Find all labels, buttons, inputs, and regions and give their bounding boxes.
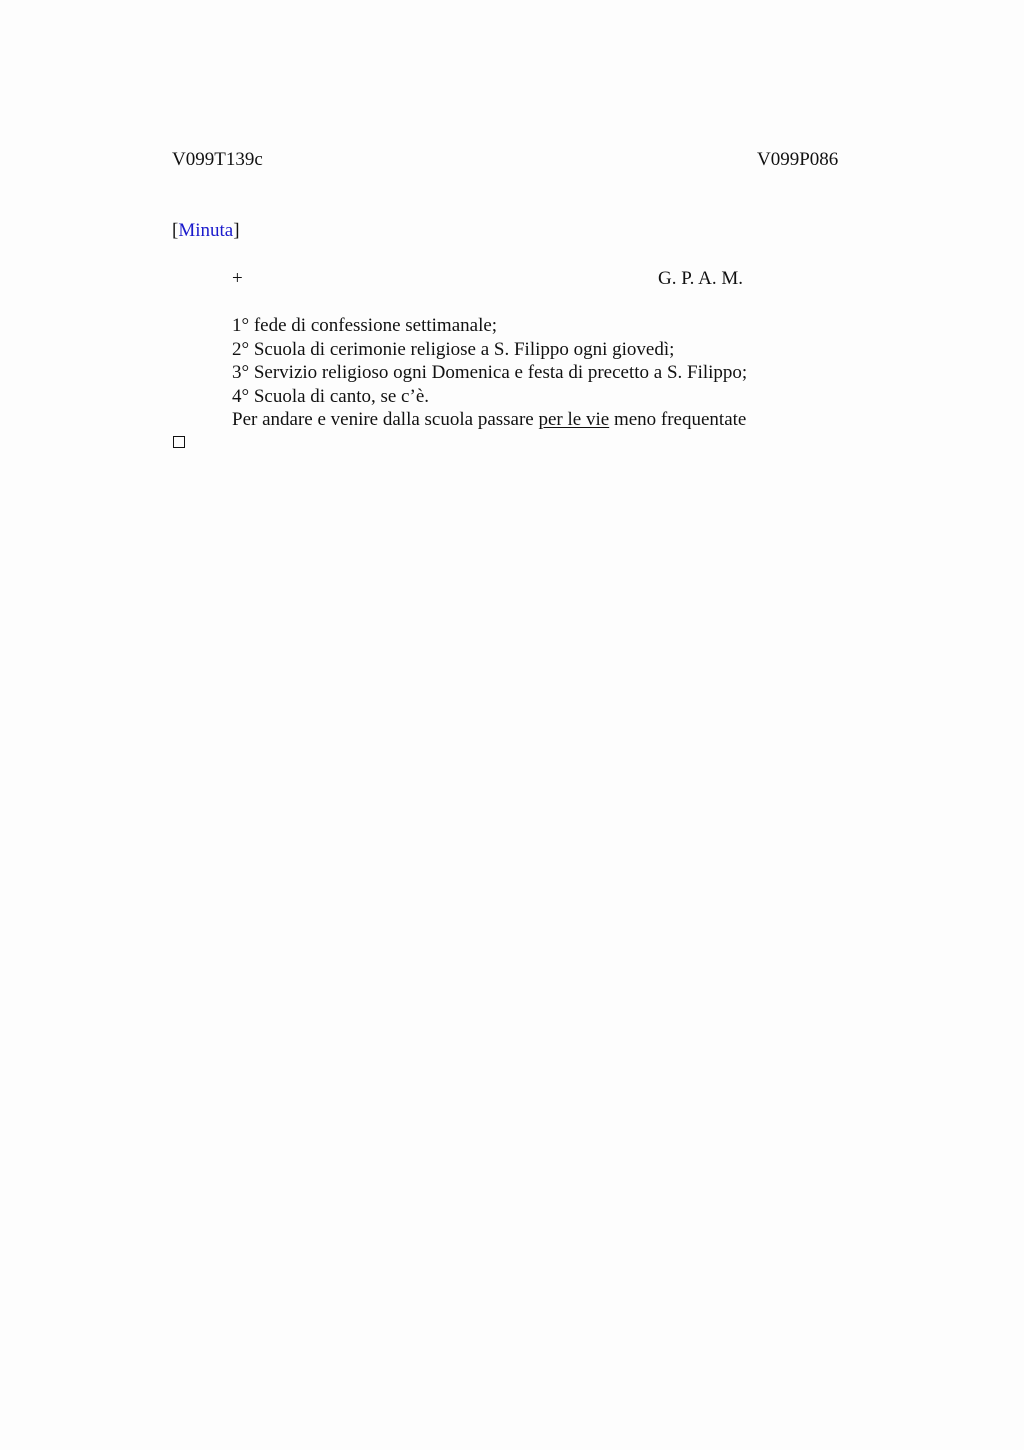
invocation-initials: G. P. A. M. <box>658 268 743 289</box>
list-item: 3° Servizio religioso ogni Domenica e festa di precetto a S. Filippo; <box>232 362 748 383</box>
page-code-right: V099P086 <box>757 149 839 170</box>
final-sentence <box>232 408 747 432</box>
open-bracket: [ <box>172 220 179 241</box>
list-item: 2° Scuola di cerimonie religiose a S. Filippo ogni giovedì; <box>232 338 675 360</box>
cross-symbol: + <box>232 268 243 289</box>
final-text-after: meno frequentate <box>609 409 747 430</box>
underlined-phrase: per le vie <box>538 409 610 430</box>
close-bracket: ] <box>233 220 240 241</box>
rules-list <box>232 314 747 432</box>
list-item: 4° Scuola di canto, se c’è. <box>232 385 430 407</box>
square-outline-icon <box>173 436 185 448</box>
minuta-keyword: Minuta <box>178 220 234 241</box>
list-item: 1° fede di confessione settimanale; <box>232 315 498 336</box>
minuta-label <box>172 221 240 240</box>
final-text-before: Per andare e venire dalla scuola passare <box>232 409 539 430</box>
document-code-left: V099T139c <box>172 149 263 170</box>
